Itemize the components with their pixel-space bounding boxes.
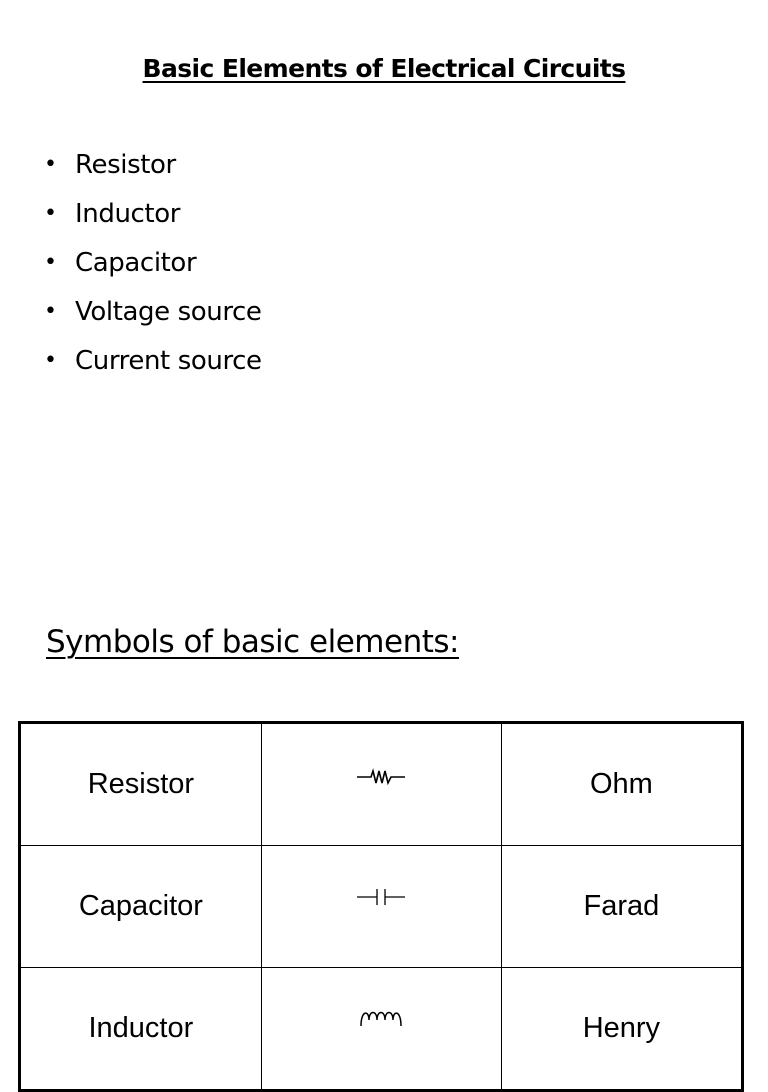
bullet-icon: • [44, 200, 57, 226]
resistor-symbol-icon [355, 762, 407, 792]
symbol-cell [261, 723, 501, 846]
list-item-label: Current source [75, 345, 262, 376]
bullet-icon: • [44, 249, 57, 275]
element-name-cell: Resistor [20, 723, 262, 846]
elements-list [44, 140, 262, 385]
list-item-label: Resistor [75, 149, 176, 180]
element-name-cell: Inductor [20, 968, 262, 1091]
table-row [20, 723, 743, 846]
list-item-label: Voltage source [75, 296, 262, 327]
unit-cell: Ohm [501, 723, 742, 846]
bullet-icon: • [44, 298, 57, 324]
table-row [20, 968, 743, 1091]
bullet-icon: • [44, 151, 57, 177]
list-item [44, 287, 262, 336]
list-item [44, 238, 262, 287]
list-item-label: Inductor [75, 198, 181, 229]
element-name-cell: Capacitor [20, 846, 262, 968]
unit-cell: Farad [501, 846, 742, 968]
symbols-table [18, 721, 744, 1092]
bullet-icon: • [44, 347, 57, 373]
table-row [20, 846, 743, 968]
unit-cell: Henry [501, 968, 742, 1091]
page-title: Basic Elements of Electrical Circuits [142, 54, 626, 83]
list-item [44, 140, 262, 189]
section-heading: Symbols of basic elements: [46, 624, 459, 660]
symbol-cell [261, 968, 501, 1091]
list-item [44, 336, 262, 385]
list-item-label: Capacitor [75, 247, 197, 278]
symbol-cell [261, 846, 501, 968]
inductor-symbol-icon [355, 1006, 407, 1032]
list-item [44, 189, 262, 238]
capacitor-symbol-icon [355, 884, 407, 910]
